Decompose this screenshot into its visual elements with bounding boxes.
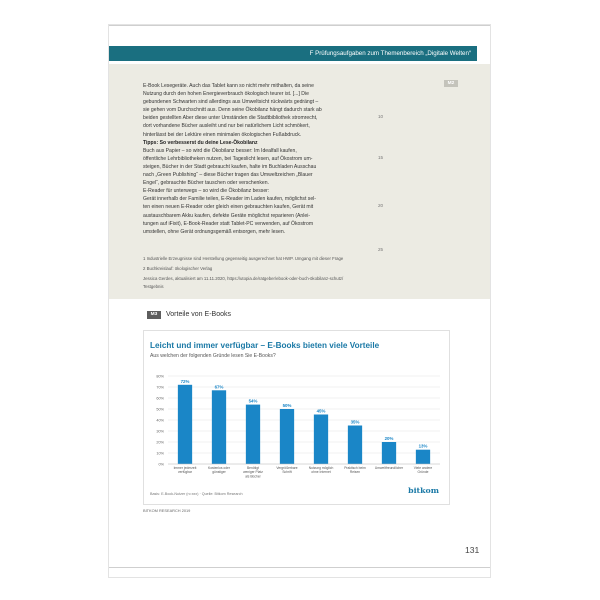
text-line: sie gehen vom Durchschnitt aus. Denn seine Ökobilanz hängt dadurch stark ab [143, 107, 322, 114]
bar [314, 415, 328, 465]
chart-title: Leicht und immer verfügbar – E-Books bieten viele Vorteile [150, 341, 380, 350]
text-line: austauschbarem Akku kaufen, defekte Geräte möglichst reparieren (Anlei- [143, 212, 311, 219]
text-line: dort vorhandene Bücher ausleiht und nur bei natürlichem Licht schmökert, [143, 123, 310, 130]
text-line: hinterlässt bei der Lektüre einen minimalen ökologischen Fußabdruck. [143, 131, 302, 138]
bar [280, 409, 294, 464]
x-category-label: Immer jederzeit verfügbar [173, 466, 197, 475]
text-line: beiden gestellten Aber diese unter Umständen die Stadtbibliothek stromrecht, [143, 115, 318, 122]
bottom-rule [109, 567, 490, 568]
text-line: ten einen neuen E-Reader oder gleich einen gebrauchten kaufen, Gerät mit [143, 204, 314, 211]
bar [178, 385, 192, 464]
bar [212, 390, 226, 464]
y-tick-label: 80% [156, 374, 164, 379]
m2-text [143, 82, 375, 236]
text-line: Buch aus Papier – so wird die Ökobilanz besser: Im Idealfall kaufen, [143, 147, 297, 154]
page-number: 131 [465, 545, 480, 555]
bar [246, 405, 260, 464]
text-line: Nutzung durch den hohen Energieverbrauch ökologisch teurer ist. [...] Die [143, 91, 309, 98]
bar-chart [144, 364, 449, 494]
footnote-2: 2 Buchkreislauf: ökologischer Verlag [143, 266, 213, 271]
x-category-label: Vergrößerbare Schrift [276, 466, 298, 475]
text-line: Gerät innerhalb der Familie teilen, E-Reader im Laden kaufen, möglichst sel- [143, 196, 316, 203]
line-number: 20 [378, 203, 384, 208]
text-line: umstellen, ohne Gerät ordnungsgemäß entsorgen, mehr lesen. [143, 228, 286, 235]
bar [416, 450, 430, 464]
bar [348, 426, 362, 465]
bar-value-label: 67% [214, 384, 224, 390]
m2-badge: M2 [444, 80, 458, 87]
x-category-label: Kostenlos oder günstiger [208, 466, 230, 475]
y-tick-label: 0% [158, 462, 164, 467]
text-line: E-Book Lesegeräte. Auch das Tablet kann so nicht mehr mithalten, da seine [143, 83, 314, 89]
x-category-label: Praktisch beim Reisen [344, 466, 366, 475]
bar-value-label: 35% [350, 419, 360, 425]
text-line: E-Reader für unterwegs – so wird die Ökobilanz besser: [143, 188, 270, 195]
top-rule [109, 25, 490, 26]
bar [382, 442, 396, 464]
x-category-label: Viele andere Gründe [413, 466, 433, 475]
x-category-label: Nutzung möglich ohne Internet [308, 466, 334, 475]
footnote-1: 1 Industrielle Erzeugnisse sind Herstellung gegenseitig ausgerechnet hat HWP. Umgang mit dieser Frage [143, 256, 344, 261]
text-line: tungen auf iFixit), E-Book-Reader statt Tablet-PC verwenden, auf Ökostrom [143, 220, 314, 227]
text-line: gebundenen Schwarten sind allerdings aus Umweltsicht rückwärts gedrängt – [143, 99, 319, 106]
m3-title: Vorteile von E-Books [166, 311, 231, 318]
line-number: 15 [378, 155, 384, 160]
text-line: öffentliche Lehrbibliotheken nutzen, bei Tageslicht lesen, auf Ökostrom um- [143, 155, 313, 162]
y-tick-label: 30% [156, 429, 164, 434]
text-line: steigen, Bücher in der Stadt gebraucht kaufen, halte im Buchladen Ausschau [143, 163, 317, 170]
bar-value-label: 72% [180, 378, 190, 384]
text-line: nach „Green Publishing“ – diese Bücher tragen das Umweltzeichen „Blauer [143, 172, 313, 179]
x-category-label: Umweltfreundlicher [374, 466, 404, 470]
section-header: F Prüfungsaufgaben zum Themenbereich „Digitale Welten“ [109, 46, 477, 61]
bar-value-label: 45% [316, 408, 326, 414]
chart-subtitle: Aus welchen der folgenden Gründe lesen Sie E-Books? [150, 353, 276, 359]
text-line: Engel“, gebrauchte Bücher tauschen oder verschenken. [143, 180, 270, 187]
y-tick-label: 50% [156, 407, 164, 412]
bar-value-label: 54% [248, 398, 258, 404]
line-number: 10 [378, 114, 384, 119]
bar-value-label: 20% [384, 436, 394, 441]
bitkom-logo: bitkom [408, 486, 439, 495]
y-tick-label: 70% [156, 385, 164, 390]
y-tick-label: 20% [156, 440, 164, 445]
x-category-label: Benötigt weniger Platz als Bücher [243, 466, 263, 479]
line-number: 25 [378, 247, 384, 252]
bar-value-label: 50% [282, 403, 292, 408]
m3-badge: M3 [147, 311, 161, 319]
text-line: Tipps: So verbesserst du deine Lese-Ökobilanz [143, 139, 258, 146]
chart-footnote: Basis: E-Book-Nutzer (n=xxx) · Quelle: Bitkom Research [150, 492, 243, 496]
y-tick-label: 60% [156, 396, 164, 401]
bar-value-label: 13% [418, 443, 428, 449]
source-citation: Jessica Gerdes, aktualisiert am 11.11.2020, https://utopia.de/ratgeber/ebook-oder-buch-ökobilanz-schutz/ [143, 276, 344, 281]
y-tick-label: 40% [156, 418, 164, 423]
y-tick-label: 10% [156, 451, 164, 456]
chart-card [143, 330, 450, 505]
chart-source: BITKOM RESEARCH 2019 [143, 508, 191, 513]
source-citation-cont: Testgebnis [143, 284, 164, 289]
